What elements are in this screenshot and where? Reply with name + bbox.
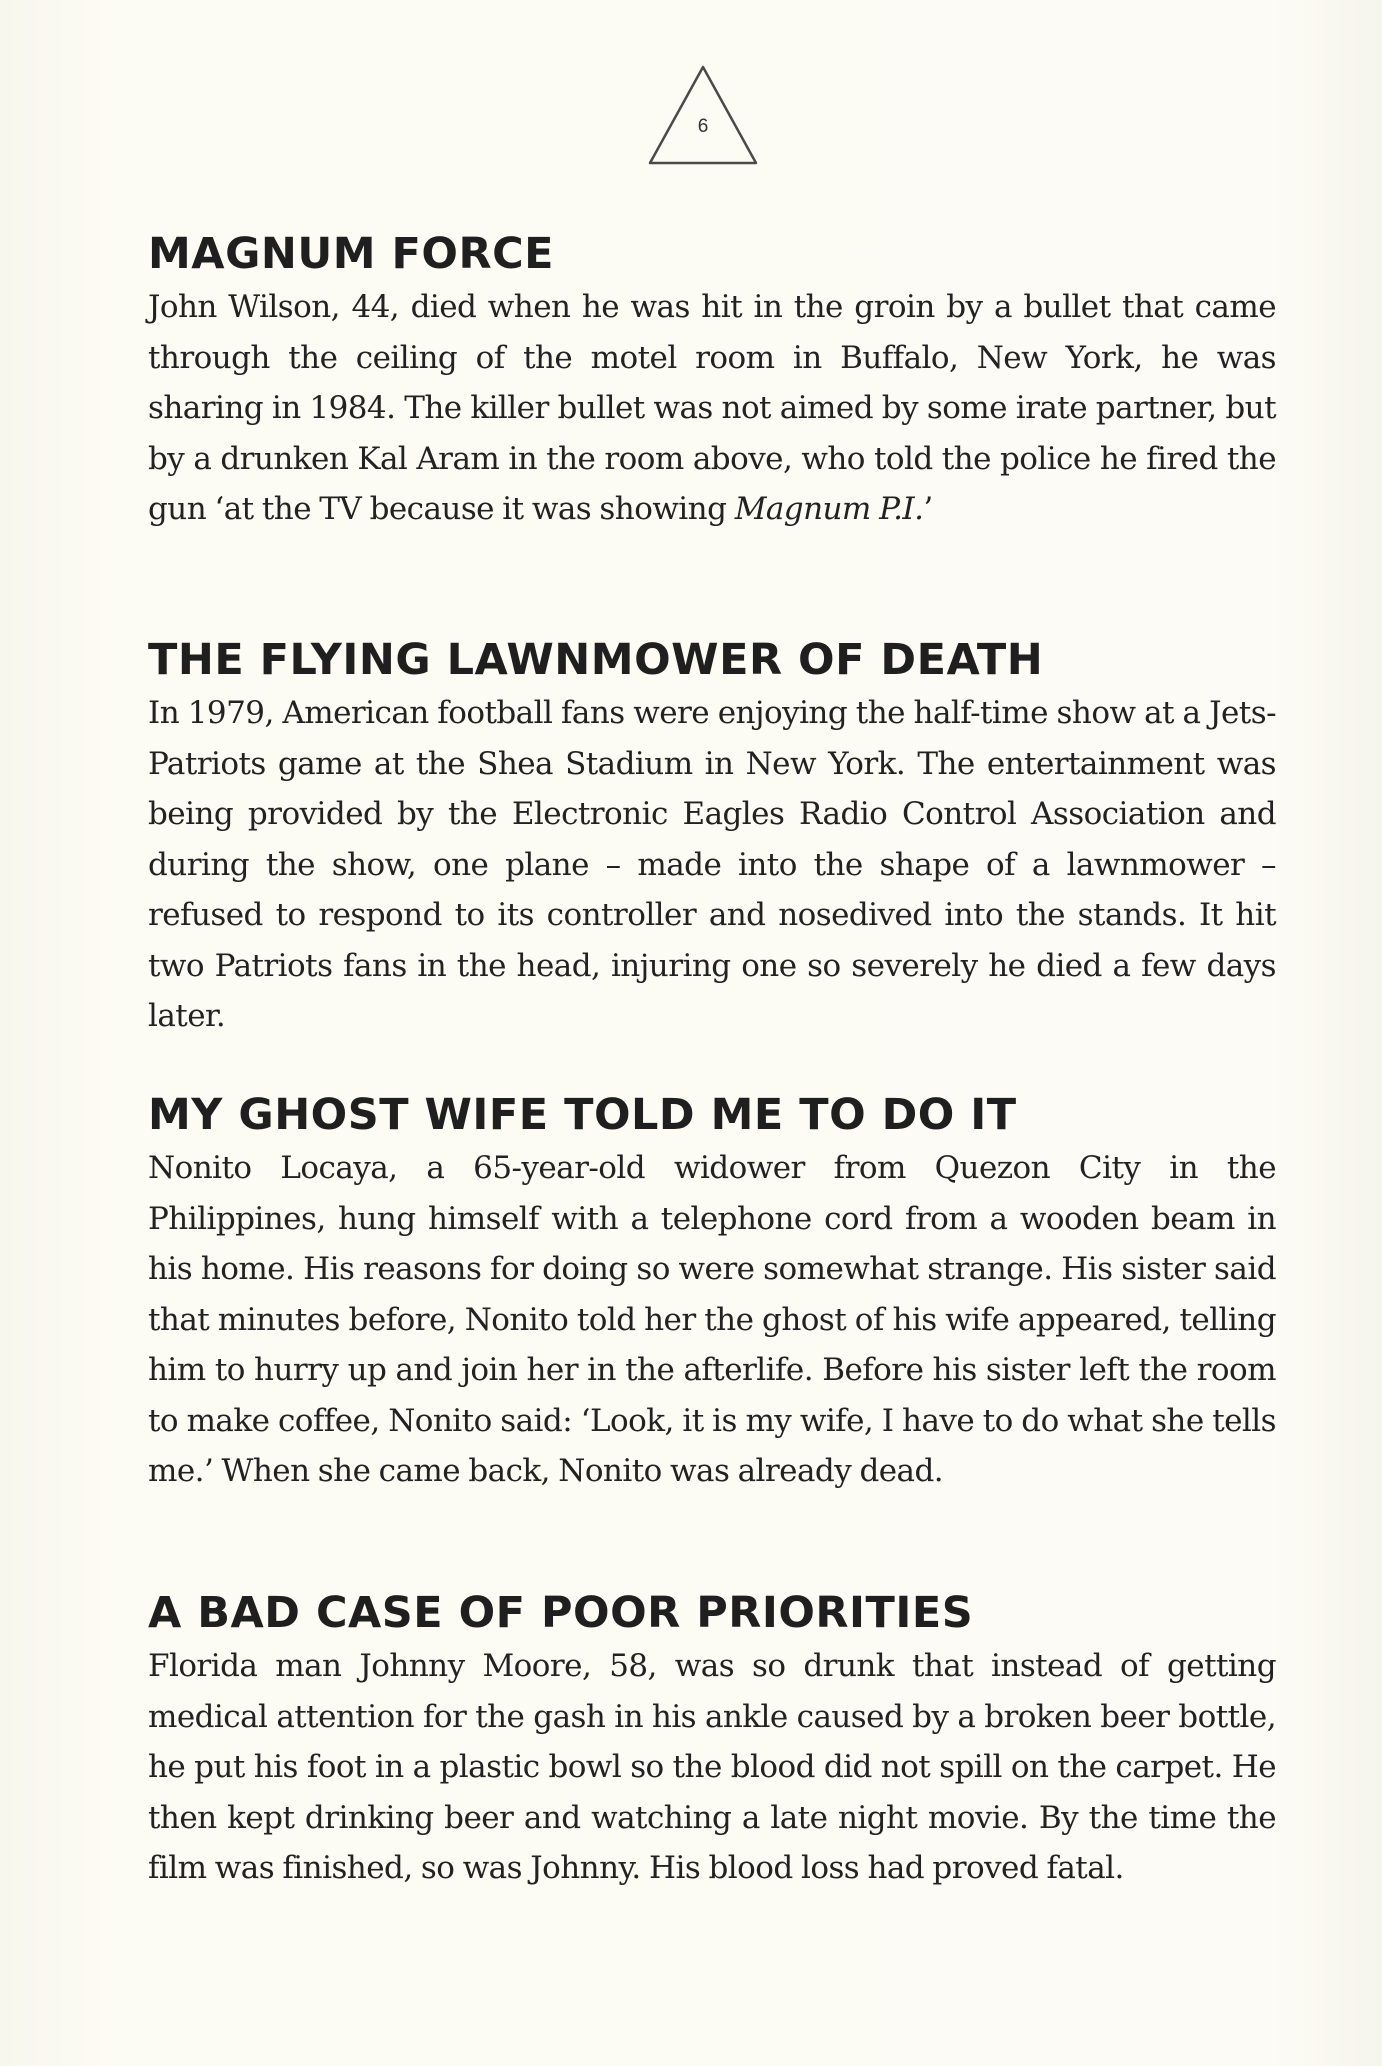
page-number: 6 [697,116,709,137]
page-marker [647,64,759,166]
article-headline: MY GHOST WIFE TOLD ME TO DO IT [148,1090,1017,1140]
article-ghost-wife [148,1087,1276,1497]
article-body: Nonito Locaya, a 65-year-old widower from Quezon City in the Philippines, hung himself with a telephone cord from a wooden beam in his home. His reasons for doing so were somewhat strange. His sister said that minutes before, Nonito told her the ghost of his wife appeared, telling him to hurry up and join her in the afterlife. Before his sister left the room to make coffee, Nonito said: ‘Look, it is my wife, I have to do what she tells me.’ When she came back, Nonito was already dead. [148,1150,1276,1489]
article-body-closing: ’ [923,491,933,527]
article-headline: THE FLYING LAWNMOWER OF DEATH [148,635,1044,685]
article-headline: A BAD CASE OF POOR PRIORITIES [148,1588,974,1638]
article-body: In 1979, American football fans were enjoying the half-time show at a Jets-Patriots game at the Shea Stadium in New York. The entertainment was being provided by the Electronic Eagles Radio Control Association and during the show, one plane – made into the shape of a lawnmower – refused to respond to its controller and nosedived into the stands. It hit two Patriots fans in the head, injuring one so severely he died a few days later. [148,695,1276,1034]
article-poor-priorities [148,1585,1276,1894]
article-headline: MAGNUM FORCE [148,229,554,279]
article-body: Florida man Johnny Moore, 58, was so drunk that instead of getting medical attention for the gash in his ankle caused by a broken beer bottle, he put his foot in a plastic bowl so the blood did not spill on the carpet. He then kept drinking beer and watching a late night movie. By the time the film was finished, so was Johnny. His blood loss had proved fatal. [148,1648,1276,1886]
article-body-text: John Wilson, 44, died when he was hit in the groin by a bullet that came through the ceiling of the motel room in Buffalo, New York, he was sharing in 1984. The killer bullet was not aimed by some irate partner, but by a drunken Kal Aram in the room above, who told the police he fired the gun ‘at the TV because it was showing [148,289,1276,527]
article-body-title: Magnum P.I. [734,491,924,527]
article-magnum-force [148,226,1276,535]
article-flying-lawnmower [148,632,1276,1042]
article-body [148,282,1276,535]
triangle-icon [647,64,759,166]
